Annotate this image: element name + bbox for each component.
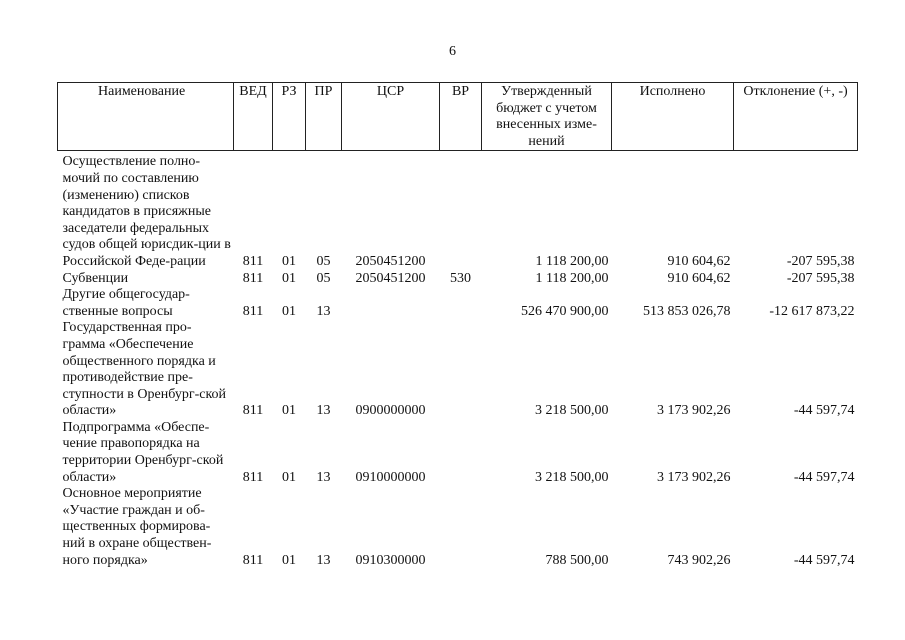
row-vr — [440, 154, 482, 270]
table-row — [58, 420, 858, 486]
header-approved: Утвержденный бюджет с учетом внесенных изме-нений — [482, 83, 612, 151]
row-csr: 0910300000 — [355, 552, 426, 568]
row-deviation: -44 597,74 — [793, 403, 855, 419]
row-approved: 788 500,00 — [545, 552, 609, 568]
row-pr: 05 — [316, 253, 331, 269]
row-approved: 526 470 900,00 — [521, 303, 609, 319]
row-approved: 1 118 200,00 — [535, 270, 609, 286]
row-vr — [440, 486, 482, 569]
row-executed: 513 853 026,78 — [643, 303, 731, 319]
header-name: Наименование — [58, 83, 234, 151]
row-executed: 3 173 902,26 — [657, 469, 731, 485]
table-row — [58, 320, 858, 420]
row-executed: 910 604,62 — [667, 253, 731, 269]
row-approved: 3 218 500,00 — [535, 403, 609, 419]
row-pr: 05 — [316, 270, 331, 286]
row-csr — [342, 287, 440, 320]
row-name: Государственная про-грамма «Обеспечение общественного порядка и противодействие пре-ступности в Оренбург-ской области» — [62, 320, 227, 419]
row-vr — [440, 420, 482, 486]
row-executed: 743 902,26 — [667, 552, 731, 568]
row-rz: 01 — [282, 403, 296, 419]
row-pr: 13 — [316, 303, 331, 319]
table-row — [58, 271, 858, 288]
row-deviation: -207 595,38 — [786, 270, 855, 286]
row-name: Осуществление полно-мочий по составлению (изменению) списков кандидатов в присяжные заседатели федеральных судов общей юрисдик-ции в Российской Феде-рации — [62, 154, 231, 269]
header-deviation: Отклонение (+, -) — [734, 83, 858, 151]
table-row — [58, 287, 858, 320]
row-rz: 01 — [282, 469, 296, 485]
row-name: Субвенции — [62, 270, 129, 286]
row-ved: 811 — [242, 253, 264, 269]
row-pr: 13 — [316, 552, 331, 568]
header-vr: ВР — [440, 83, 482, 151]
table-row — [58, 486, 858, 569]
row-name: Другие общегосудар-ственные вопросы — [62, 287, 190, 319]
row-deviation: -207 595,38 — [786, 253, 855, 269]
row-pr: 13 — [316, 403, 331, 419]
row-rz: 01 — [282, 253, 296, 269]
row-csr: 2050451200 — [355, 253, 426, 269]
row-ved: 811 — [242, 469, 264, 485]
row-vr — [440, 320, 482, 420]
row-ved: 811 — [242, 303, 264, 319]
row-ved: 811 — [242, 552, 264, 568]
row-approved: 3 218 500,00 — [535, 469, 609, 485]
row-name: Основное мероприятие «Участие граждан и об-щественных формирова-ний в охране обществен-ного порядка» — [62, 486, 212, 568]
table-row — [58, 154, 858, 270]
row-pr: 13 — [316, 469, 331, 485]
row-rz: 01 — [282, 552, 296, 568]
row-executed: 910 604,62 — [667, 270, 731, 286]
table-header-row — [58, 83, 858, 151]
header-executed: Исполнено — [612, 83, 734, 151]
row-deviation: -44 597,74 — [793, 469, 855, 485]
row-rz: 01 — [282, 303, 296, 319]
row-csr: 2050451200 — [355, 270, 426, 286]
row-vr — [440, 287, 482, 320]
row-ved: 811 — [242, 403, 264, 419]
row-ved: 811 — [242, 270, 264, 286]
header-rz: РЗ — [273, 83, 306, 151]
header-ved: ВЕД — [234, 83, 273, 151]
row-approved: 1 118 200,00 — [535, 253, 609, 269]
row-deviation: -44 597,74 — [793, 552, 855, 568]
header-csr: ЦСР — [342, 83, 440, 151]
row-csr: 0900000000 — [355, 403, 426, 419]
row-csr: 0910000000 — [355, 469, 426, 485]
row-rz: 01 — [282, 270, 296, 286]
row-name: Подпрограмма «Обеспе-чение правопорядка на территории Оренбург-ской области» — [62, 419, 224, 485]
row-executed: 3 173 902,26 — [657, 403, 731, 419]
row-vr: 530 — [450, 270, 471, 286]
budget-table — [57, 82, 858, 569]
row-deviation: -12 617 873,22 — [769, 303, 855, 319]
page-number: 6 — [449, 44, 456, 59]
header-pr: ПР — [306, 83, 342, 151]
